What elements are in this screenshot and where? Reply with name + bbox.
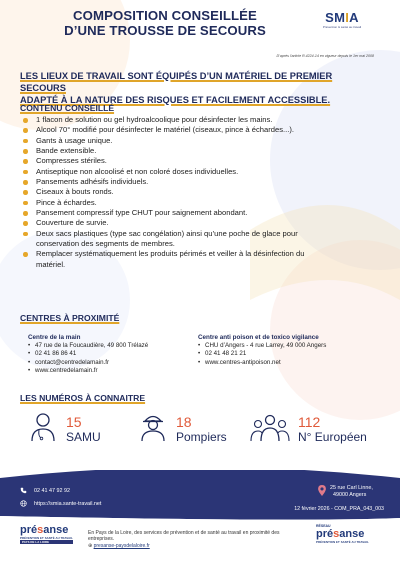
number-label: N° Européen [298, 430, 367, 444]
logo-subtitle: Prévention & santé au travail [322, 25, 362, 29]
page-title-line1: COMPOSITION CONSEILLÉE [73, 8, 257, 23]
intro-statement [20, 70, 360, 106]
emergency-numbers [0, 412, 400, 452]
presanse-logo-right [316, 524, 369, 544]
kit-item: conservation des segments de membres. [36, 239, 175, 249]
document-reference: 12 février 2026 - COM_PRA_043_003 [294, 506, 384, 512]
people-icon [250, 412, 290, 442]
firefighter-icon [140, 412, 166, 442]
location-pin-icon [318, 485, 326, 496]
centre-poison-name: Centre anti poison et de toxico vigilance [198, 334, 319, 341]
kit-item: Alcool 70° modifié pour désinfecter le matériel (ciseaux, pince à échardes...). [20, 125, 350, 135]
kit-item: Ciseaux à bouts ronds. [20, 187, 350, 197]
centre-detail[interactable]: • contact@centredelamain.fr [28, 359, 148, 367]
presanse-region: PAYS DE LA LOIRE [20, 540, 73, 544]
kit-item: Deux sacs plastiques (type sac congélation) ainsi qu’une poche de glace pour [20, 229, 350, 239]
centre-poison-list [198, 342, 326, 367]
presanse-subtitle: PRÉVENTION ET SANTÉ AU TRAVAIL [316, 540, 369, 544]
centre-detail: • 47 rue de la Foucaudière, 49 800 Trélazé [28, 342, 148, 350]
network-description [88, 530, 338, 549]
smia-logo [312, 10, 372, 29]
numbers-section-title: LES NUMÉROS À CONNAITRE [20, 393, 146, 403]
network-line2: entreprises. [88, 536, 115, 542]
number-value: 18 [176, 414, 192, 430]
centres-section-title: CENTRES À PROXIMITÉ [20, 313, 120, 323]
centre-poison [198, 334, 326, 367]
kit-item: Couverture de survie. [20, 218, 350, 228]
page-title-line2: D’UNE TROUSSE DE SECOURS [64, 23, 266, 38]
number-value: 112 [298, 414, 321, 430]
kit-item: Compresses stériles. [20, 156, 350, 166]
centre-detail: • 02 41 86 86 41 [28, 350, 148, 358]
centre-main-name: Centre de la main [28, 334, 81, 341]
kit-list [20, 115, 350, 270]
kit-item: Pince à échardes. [20, 198, 350, 208]
centre-detail: • 02 41 48 21 21 [198, 350, 326, 358]
kit-item: Pansements adhésifs individuels. [20, 177, 350, 187]
phone-icon [20, 487, 27, 494]
link-icon: ⊕ [88, 543, 93, 549]
number-label: Pompiers [176, 430, 227, 444]
kit-item: Antiseptique non alcoolisé et non coloré doses individuelles. [20, 167, 350, 177]
title-block [50, 8, 280, 38]
kit-item: Bande extensible. [20, 146, 350, 156]
intro-line1: LES LIEUX DE TRAVAIL SONT ÉQUIPÉS D’UN MATÉRIEL DE PREMIER SECOURS [20, 71, 333, 93]
footer-address-line1: 25 rue Carl Linne, [330, 485, 373, 491]
decree-note: D’après l’article R.4224-14 en vigueur depuis le 1er mai 2008 [276, 54, 374, 58]
kit-section-title: CONTENU CONSEILLÉ [20, 103, 115, 113]
network-link[interactable]: presanse-paysdelaloire.fr [93, 543, 150, 549]
reseau-label: RÉSEAU [316, 524, 331, 528]
doctor-icon [30, 412, 56, 442]
centre-detail[interactable]: • www.centredelamain.fr [28, 367, 148, 375]
centre-detail: • CHU d’Angers - 4 rue Larrey, 49 000 Angers [198, 342, 326, 350]
footer-website[interactable]: https://smia.sante-travail.net [34, 501, 102, 507]
footer-address-line2: 49000 Angers [333, 492, 367, 498]
presanse-wordmark: présanse [20, 524, 69, 536]
presanse-logo-left [20, 524, 73, 544]
presanse-wordmark: présanse [316, 528, 365, 540]
footer-phone: 02 41 47 92 92 [34, 488, 70, 494]
kit-item: 1 flacon de solution ou gel hydroalcoolique pour désinfecter les mains. [20, 115, 350, 125]
centre-main-list [28, 342, 148, 376]
kit-item: Remplacer systématiquement les produits périmés et veiller à la désinfection du [20, 249, 350, 259]
globe-icon [20, 500, 27, 507]
logo-text: SMIA [325, 10, 359, 25]
kit-item: Gants à usage unique. [20, 136, 350, 146]
presanse-subtitle: PRÉVENTION ET SANTÉ AU TRAVAIL [20, 536, 73, 540]
network-line1: En Pays de la Loire, des services de prévention et de santé au travail en proximité des [88, 530, 280, 536]
centre-detail[interactable]: • www.centres-antipoison.net [198, 359, 326, 367]
kit-item: Pansement compressif type CHUT pour saignement abondant. [20, 208, 350, 218]
number-label: SAMU [66, 430, 101, 444]
number-value: 15 [66, 414, 82, 430]
intro-line2: ADAPTÉ À LA NATURE DES RISQUES ET FACILEMENT ACCESSIBLE. [20, 95, 331, 105]
centre-main [28, 334, 148, 376]
kit-item: matériel. [36, 259, 66, 269]
